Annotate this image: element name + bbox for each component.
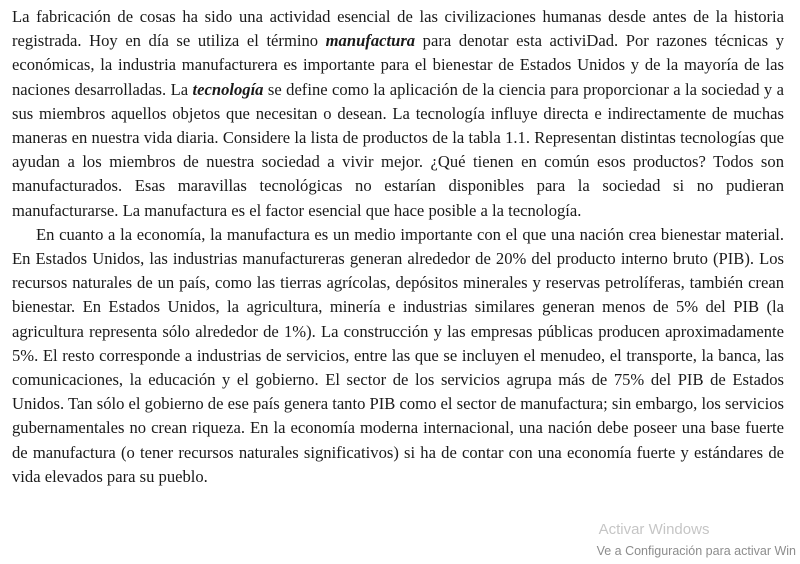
term-tecnologia: tecnología: [192, 79, 264, 99]
paragraph-1-part-1: La fabricación de cosas ha sido una actividad esencial de las civilizaciones humanas desde antes de la historia registrada. Hoy en día se utiliza el término: [12, 7, 784, 51]
windows-activation-watermark: [596, 521, 796, 558]
document-body: [12, 5, 784, 489]
paragraph-2: En cuanto a la economía, la manufactura es un medio importante con el que una nación crea bienestar material. En Estados Unidos, las industrias manufactureras generan alrededor de 20% del producto interno bruto (PIB). Los recursos naturales de un país, como las tierras agrícolas, depósitos minerales y reservas petrolíferas, también crean bienestar. En Estados Unidos, la agricultura, minería e industrias similares generan menos de 5% del PIB (la agricultura representa sólo alrededor de 1%). La construcción y las empresas públicas producen aproximadamente 5%. El resto corresponde a industrias de servicios, entre las que se incluyen el menudeo, el transporte, la banca, las comunicaciones, la educación y el gobierno. El sector de los servicios agrupa más de 75% del PIB de Estados Unidos. Tan sólo el gobierno de ese país genera tanto PIB como el sector de manufactura; sin embargo, los servicios gubernamentales no crean riqueza. En la economía moderna internacional, una nación debe poseer una base fuerte de manufactura (o tener recursos naturales significativos) si ha de contar con una economía fuerte y estándares de vida elevados para su pueblo.: [12, 224, 784, 486]
term-manufactura: manufactura: [325, 31, 416, 51]
paragraph-1-part-3: se define como la aplicación de la ciencia para proporcionar a la sociedad y a sus miembros aquellos objetos que necesitan o desean. La tecnología influye directa e indirectamente de muchas maneras en nuestra vida diaria. Considere la lista de productos de la tabla 1.1. Representan distintas tecnologías que ayudan a los miembros de nuestra sociedad a vivir mejor. ¿Qué tienen en común esos productos? Todos son manufacturados. Esas maravillas tecnológicas no estarían disponibles para la sociedad si no pudieran manufacturarse. La manufactura es el factor esencial que hace posible a la tecnología.: [12, 79, 784, 220]
watermark-subtitle: Ve a Configuración para activar Win: [596, 544, 796, 558]
paragraph-1: [12, 5, 784, 223]
paragraph-1-part-2: para denotar esta activiDad. Por razones técnicas y económicas, la industria manufacturera es importante para el bienestar de Estados Unidos y de la mayoría de las naciones desarrolladas. La: [12, 31, 784, 99]
watermark-title: Activar Windows: [598, 521, 710, 538]
